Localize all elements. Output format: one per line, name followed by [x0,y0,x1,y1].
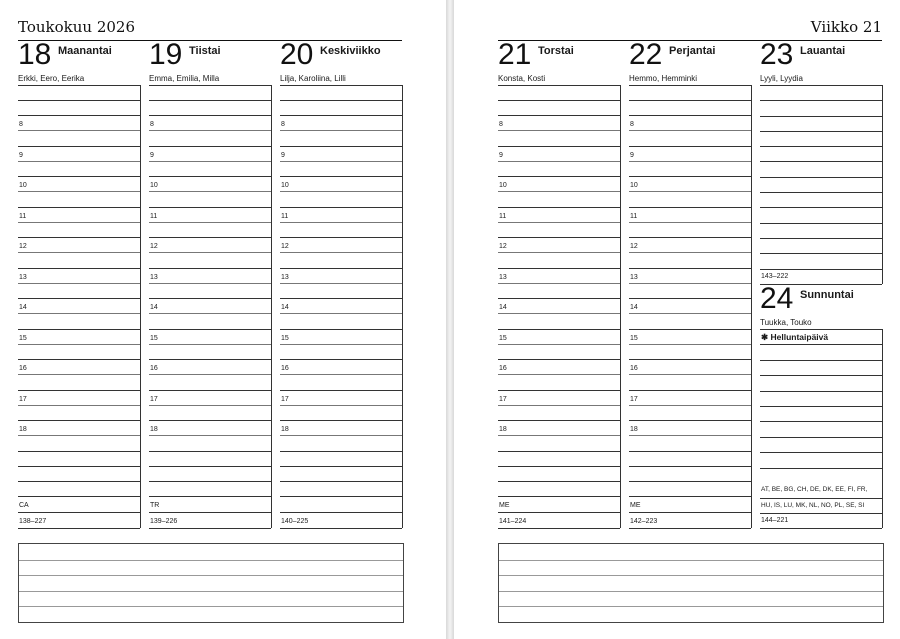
hour-label: 8 [499,121,503,128]
notes-line [499,591,883,592]
weekday-name: Sunnuntai [800,289,854,301]
hour-label: 15 [499,334,507,342]
day-number: 19 [149,38,183,71]
ruled-line[interactable] [760,360,882,361]
day-column-monday [18,38,140,532]
half-hour-line[interactable] [149,191,271,192]
hour-label: 18 [19,426,27,433]
ruled-line[interactable] [280,451,402,452]
half-hour-line[interactable] [18,435,140,436]
ruled-line[interactable] [629,85,751,86]
half-hour-line[interactable] [629,130,751,131]
day-number: 22 [629,38,663,71]
hour-line[interactable] [629,115,751,116]
half-hour-line[interactable] [498,313,620,314]
ruled-line[interactable] [18,528,140,529]
ruled-line[interactable] [760,177,882,178]
half-hour-line[interactable] [280,130,402,131]
holiday-entry [761,332,828,343]
hour-label: 14 [281,304,289,311]
hour-line[interactable] [498,420,620,421]
half-hour-line[interactable] [280,191,402,192]
day-column-wednesday [280,38,402,532]
flag-countries-line-2: HU, IS, LU, MK, NL, NO, PL, SE, SI [761,502,865,509]
half-hour-line[interactable] [18,130,140,131]
month-year-title: Toukokuu 2026 [18,18,136,36]
half-hour-line[interactable] [18,161,140,162]
ruled-line[interactable] [760,253,882,254]
ruled-line[interactable] [18,85,140,86]
hour-label: 14 [19,304,27,311]
hour-label: 18 [499,426,507,433]
notes-line [499,560,883,561]
name-day-names: Erkki, Eero, Eerika [18,74,85,83]
ruled-line[interactable] [760,391,882,392]
ruled-line[interactable] [149,85,271,86]
hour-line[interactable] [629,146,751,147]
hour-line[interactable] [629,268,751,269]
hour-line[interactable] [149,359,271,360]
column-right-border [271,85,272,528]
hour-line[interactable] [280,298,402,299]
flag-country-code: ME [630,502,641,509]
day-column-sunday [760,282,882,532]
half-hour-line[interactable] [280,161,402,162]
weekday-name: Maanantai [58,45,112,57]
half-hour-line[interactable] [149,283,271,284]
hour-label: 8 [19,121,23,128]
hour-line[interactable] [280,359,402,360]
day-count: 140–225 [281,518,309,525]
column-right-border [751,85,752,528]
half-hour-line[interactable] [149,130,271,131]
ruled-line[interactable] [149,496,271,497]
half-hour-line[interactable] [498,283,620,284]
hour-label: 12 [281,243,289,250]
hour-label: 16 [19,365,27,372]
half-hour-line[interactable] [629,435,751,436]
hour-line[interactable] [498,298,620,299]
ruled-line[interactable] [18,512,140,513]
half-hour-line[interactable] [629,405,751,406]
ruled-line[interactable] [629,451,751,452]
ruled-line[interactable] [280,85,402,86]
name-day-names: Lilja, Karoliina, Lilli [280,74,346,83]
ruled-line[interactable] [280,100,402,101]
ruled-line[interactable] [498,466,620,467]
day-count: 142–223 [630,518,658,525]
hour-line[interactable] [149,329,271,330]
hour-label: 17 [499,395,507,403]
half-hour-line[interactable] [18,313,140,314]
weekday-name: Tiistai [189,45,221,57]
half-hour-line[interactable] [629,222,751,223]
hour-label: 11 [281,212,289,220]
hour-label: 8 [150,121,154,128]
half-hour-line[interactable] [498,374,620,375]
ruled-line[interactable] [760,513,882,514]
hour-label: 17 [150,395,158,403]
hour-label: 15 [19,334,27,342]
hour-label: 17 [630,395,638,403]
flag-countries-line-1: AT, BE, BG, CH, DE, DK, EE, FI, FR, [761,486,868,493]
half-hour-line[interactable] [280,252,402,253]
hour-label: 13 [19,273,27,281]
half-hour-line[interactable] [149,222,271,223]
day-count: 141–224 [499,518,527,525]
half-hour-line[interactable] [498,435,620,436]
hour-label: 15 [281,334,289,342]
hour-label: 12 [630,243,638,250]
half-hour-line[interactable] [280,222,402,223]
hour-line[interactable] [498,390,620,391]
ruled-line[interactable] [18,496,140,497]
hour-line[interactable] [629,176,751,177]
ruled-line[interactable] [280,528,402,529]
half-hour-line[interactable] [629,344,751,345]
ruled-line[interactable] [280,512,402,513]
ruled-line[interactable] [760,452,882,453]
notes-line [499,575,883,576]
half-hour-line[interactable] [280,283,402,284]
ruled-line[interactable] [498,451,620,452]
ruled-line[interactable] [629,512,751,513]
column-right-border [402,85,403,528]
ruled-line[interactable] [498,528,620,529]
hour-line[interactable] [280,146,402,147]
weekday-name: Keskiviikko [320,45,381,57]
hour-line[interactable] [18,237,140,238]
hour-line[interactable] [498,176,620,177]
hour-label: 17 [281,395,289,403]
day-column-friday [629,38,751,532]
ruled-line[interactable] [498,496,620,497]
hour-label: 17 [19,395,27,403]
hour-line[interactable] [629,420,751,421]
ruled-line[interactable] [760,528,882,529]
half-hour-line[interactable] [629,283,751,284]
flag-country-code: ME [499,502,510,509]
day-count: 143–222 [761,273,789,280]
ruled-line[interactable] [280,466,402,467]
hour-label: 13 [630,273,638,281]
half-hour-line[interactable] [149,344,271,345]
hour-label: 8 [281,121,285,128]
half-hour-line[interactable] [280,435,402,436]
half-hour-line[interactable] [149,252,271,253]
asterisk-icon: ✱ [761,332,769,342]
hour-line[interactable] [18,268,140,269]
hour-line[interactable] [629,329,751,330]
ruled-line[interactable] [629,466,751,467]
hour-line[interactable] [18,298,140,299]
day-column-saturday [760,38,882,286]
hour-label: 10 [19,182,27,189]
ruled-line[interactable] [280,481,402,482]
hour-label: 9 [150,151,154,159]
ruled-line[interactable] [760,498,882,499]
header-rule-left [18,40,402,41]
hour-label: 10 [150,182,158,189]
hour-label: 13 [499,273,507,281]
hour-line[interactable] [18,115,140,116]
half-hour-line[interactable] [280,374,402,375]
hour-line[interactable] [498,329,620,330]
hour-line[interactable] [280,268,402,269]
hour-line[interactable] [498,115,620,116]
hour-line[interactable] [18,390,140,391]
day-count: 144–221 [761,517,789,524]
weekday-name: Torstai [538,45,574,57]
flag-country-code: TR [150,502,160,509]
hour-label: 9 [630,151,634,159]
hour-line[interactable] [629,237,751,238]
hour-label: 18 [630,426,638,433]
hour-line[interactable] [149,390,271,391]
hour-line[interactable] [149,420,271,421]
hour-label: 9 [281,151,285,159]
hour-line[interactable] [18,420,140,421]
hour-label: 14 [150,304,158,311]
day-number: 23 [760,38,794,71]
hour-label: 13 [281,273,289,281]
notes-line [19,591,403,592]
ruled-line[interactable] [760,116,882,117]
hour-line[interactable] [149,207,271,208]
hour-line[interactable] [149,176,271,177]
hour-label: 10 [499,182,507,189]
half-hour-line[interactable] [629,313,751,314]
half-hour-line[interactable] [498,344,620,345]
ruled-line[interactable] [760,131,882,132]
ruled-line[interactable] [629,496,751,497]
ruled-line[interactable] [760,161,882,162]
hour-line[interactable] [149,298,271,299]
ruled-line[interactable] [149,451,271,452]
notes-line [499,606,883,607]
hour-line[interactable] [280,329,402,330]
notes-line [19,575,403,576]
hour-line[interactable] [498,268,620,269]
day-number: 24 [760,282,794,315]
hour-line[interactable] [280,115,402,116]
ruled-line[interactable] [629,481,751,482]
notes-area-right[interactable] [498,543,884,623]
half-hour-line[interactable] [149,313,271,314]
ruled-line[interactable] [629,528,751,529]
header-rule-right [498,40,882,41]
hour-label: 10 [281,182,289,189]
ruled-line[interactable] [498,85,620,86]
half-hour-line[interactable] [149,374,271,375]
ruled-line[interactable] [149,481,271,482]
day-number: 20 [280,38,314,71]
hour-line[interactable] [18,359,140,360]
hour-label: 12 [499,243,507,250]
hour-line[interactable] [280,390,402,391]
ruled-line[interactable] [498,481,620,482]
hour-line[interactable] [280,207,402,208]
notes-line [19,606,403,607]
hour-label: 14 [499,304,507,311]
hour-label: 11 [19,212,27,220]
ruled-line[interactable] [498,512,620,513]
half-hour-line[interactable] [498,130,620,131]
name-day-names: Lyyli, Lyydia [760,74,803,83]
hour-line[interactable] [280,176,402,177]
half-hour-line[interactable] [280,313,402,314]
ruled-line[interactable] [149,466,271,467]
half-hour-line[interactable] [498,191,620,192]
holiday-name: Helluntaipäivä [770,332,829,342]
column-right-border [620,85,621,528]
ruled-line[interactable] [760,146,882,147]
hour-line[interactable] [629,207,751,208]
half-hour-line[interactable] [18,405,140,406]
half-hour-line[interactable] [629,161,751,162]
hour-line[interactable] [629,359,751,360]
hour-line[interactable] [18,146,140,147]
ruled-line[interactable] [760,238,882,239]
day-number: 21 [498,38,532,71]
half-hour-line[interactable] [18,374,140,375]
day-number: 18 [18,38,52,71]
ruled-line[interactable] [18,481,140,482]
hour-label: 16 [281,365,289,372]
hour-label: 11 [499,212,507,220]
half-hour-line[interactable] [18,222,140,223]
ruled-line[interactable] [760,85,882,86]
hour-line[interactable] [498,237,620,238]
half-hour-line[interactable] [149,405,271,406]
half-hour-line[interactable] [18,283,140,284]
ruled-line[interactable] [18,466,140,467]
hour-label: 11 [630,212,638,220]
ruled-line[interactable] [149,512,271,513]
ruled-line[interactable] [760,468,882,469]
day-column-tuesday [149,38,271,532]
name-day-names: Konsta, Kosti [498,74,546,83]
ruled-line[interactable] [760,421,882,422]
hour-label: 15 [150,334,158,342]
half-hour-line[interactable] [498,405,620,406]
hour-label: 18 [150,426,158,433]
ruled-line[interactable] [18,451,140,452]
ruled-line[interactable] [760,437,882,438]
name-day-names: Emma, Emilia, Milla [149,74,220,83]
name-day-names: Hemmo, Hemminki [629,74,698,83]
ruled-line[interactable] [280,496,402,497]
hour-label: 13 [150,273,158,281]
hour-line[interactable] [18,207,140,208]
half-hour-line[interactable] [498,222,620,223]
hour-label: 18 [281,426,289,433]
ruled-line[interactable] [760,344,882,345]
column-right-border [882,329,883,528]
hour-label: 14 [630,304,638,311]
hour-label: 11 [150,212,158,220]
hour-line[interactable] [280,420,402,421]
ruled-line[interactable] [760,192,882,193]
half-hour-line[interactable] [280,405,402,406]
half-hour-line[interactable] [149,161,271,162]
half-hour-line[interactable] [18,344,140,345]
week-title: Viikko 21 [810,18,882,36]
ruled-line[interactable] [18,100,140,101]
notes-area-left[interactable] [18,543,404,623]
weekday-name: Perjantai [669,45,716,57]
ruled-line[interactable] [149,100,271,101]
hour-label: 16 [630,365,638,372]
weekday-name: Lauantai [800,45,846,57]
half-hour-line[interactable] [498,252,620,253]
flag-country-code: CA [19,502,29,509]
day-count: 138–227 [19,518,47,525]
hour-line[interactable] [149,268,271,269]
ruled-line[interactable] [498,100,620,101]
ruled-line[interactable] [149,528,271,529]
hour-label: 12 [19,243,27,250]
hour-line[interactable] [18,176,140,177]
ruled-line[interactable] [760,375,882,376]
half-hour-line[interactable] [498,161,620,162]
ruled-line[interactable] [760,223,882,224]
hour-line[interactable] [498,207,620,208]
ruled-line[interactable] [760,269,882,270]
column-right-border [882,85,883,284]
hour-label: 12 [150,243,158,250]
name-day-names: Tuukka, Touko [760,318,812,327]
ruled-line[interactable] [629,100,751,101]
hour-line[interactable] [149,237,271,238]
hour-line[interactable] [149,115,271,116]
hour-label: 16 [150,365,158,372]
half-hour-line[interactable] [18,252,140,253]
notes-line [19,560,403,561]
hour-label: 10 [630,182,638,189]
hour-label: 9 [19,151,23,159]
hour-line[interactable] [498,146,620,147]
ruled-line[interactable] [760,329,882,330]
ruled-line[interactable] [760,100,882,101]
hour-line[interactable] [18,329,140,330]
hour-label: 15 [630,334,638,342]
hour-line[interactable] [498,359,620,360]
hour-line[interactable] [149,146,271,147]
half-hour-line[interactable] [629,252,751,253]
day-count: 139–226 [150,518,178,525]
day-column-thursday [498,38,620,532]
hour-label: 16 [499,365,507,372]
hour-line[interactable] [629,390,751,391]
half-hour-line[interactable] [18,191,140,192]
half-hour-line[interactable] [149,435,271,436]
hour-line[interactable] [629,298,751,299]
column-right-border [140,85,141,528]
half-hour-line[interactable] [629,191,751,192]
ruled-line[interactable] [760,207,882,208]
spine [446,0,454,639]
hour-line[interactable] [280,237,402,238]
ruled-line[interactable] [760,406,882,407]
half-hour-line[interactable] [280,344,402,345]
hour-label: 9 [499,151,503,159]
hour-label: 8 [630,121,634,128]
half-hour-line[interactable] [629,374,751,375]
